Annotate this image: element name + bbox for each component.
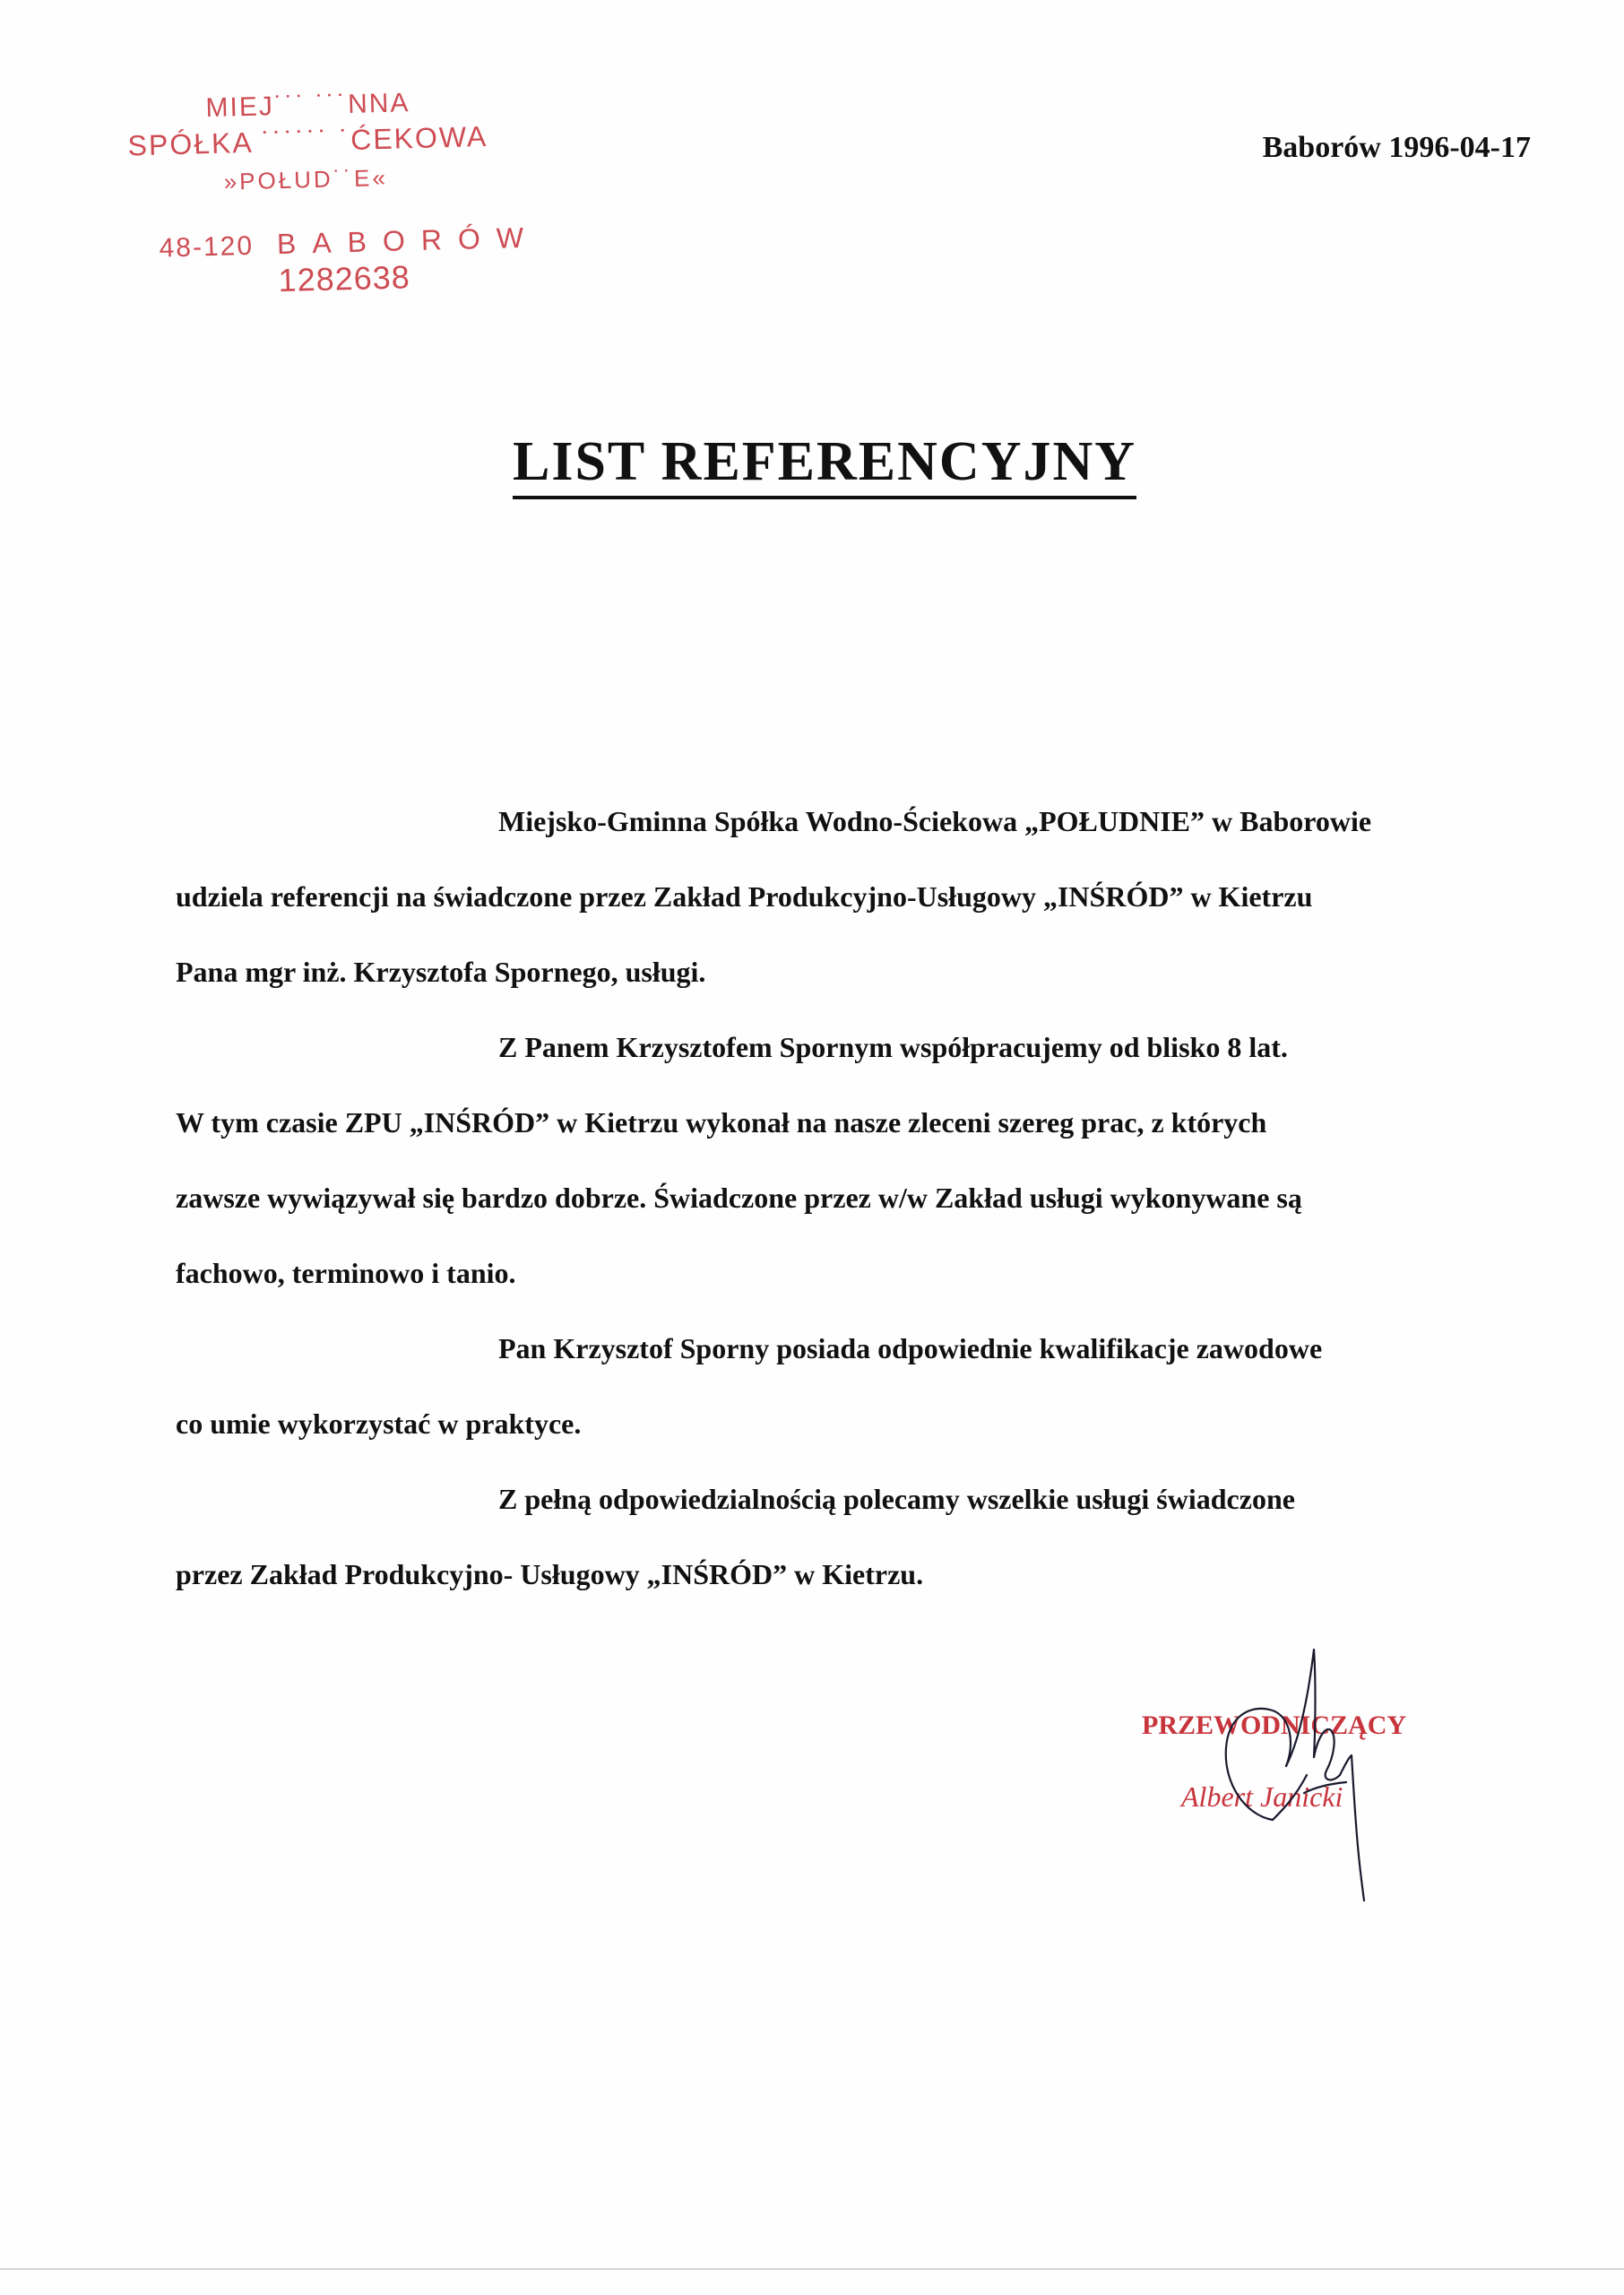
body-line: Z pełną odpowiedzialnością polecamy wszelkie usługi świadczone — [498, 1483, 1295, 1515]
body-line: udziela referencji na świadczone przez Zakład Produkcyjno-Usługowy „INŚRÓD” w Kietrzu — [176, 880, 1313, 913]
body-line: co umie wykorzystać w praktyce. — [176, 1407, 582, 1440]
body-line: zawsze wywiązywał się bardzo dobrze. Świadczone przez w/w Zakład usługi wykonywane są — [176, 1182, 1302, 1214]
document-title-text: LIST REFERENCYJNY — [513, 431, 1136, 499]
body-line: Z Panem Krzysztofem Spornym współpracujemy od blisko 8 lat. — [498, 1031, 1288, 1063]
body-line: fachowo, terminowo i tanio. — [176, 1257, 516, 1289]
signatory-name: Albert Janicki — [1181, 1780, 1343, 1813]
document-date: Baborów 1996-04-17 — [1262, 131, 1531, 164]
stamp-line-2: SPÓŁKA ˙˙˙˙˙˙ ˙ĆEKOWA — [127, 119, 488, 162]
stamp-city: BABORÓW — [276, 221, 540, 261]
body-line: W tym czasie ZPU „INŚRÓD” w Kietrzu wykonał na nasze zleceni szereg prac, z których — [176, 1106, 1267, 1139]
stamp-postcode: 48-120 — [159, 230, 255, 264]
body-line: Pana mgr inż. Krzysztofa Spornego, usługi. — [176, 956, 706, 988]
page-bottom-edge — [0, 2268, 1624, 2270]
stamp-line-3: »POŁUD˙˙E« — [223, 163, 389, 195]
handwritten-signature-icon — [1138, 1641, 1443, 1910]
signature-block — [1138, 1641, 1443, 1910]
stamp-line-4 — [159, 221, 540, 264]
stamp-line-1: MIEJ˙˙˙ ˙˙˙NNA — [205, 88, 410, 124]
signatory-role: PRZEWODNICZĄCY — [1142, 1710, 1407, 1740]
body-line: Pan Krzysztof Sporny posiada odpowiednie kwalifikacje zawodowe — [498, 1332, 1323, 1364]
document-title — [0, 430, 1624, 494]
body-line: Miejsko-Gminna Spółka Wodno-Ściekowa „POŁUDNIE” w Baborowie — [498, 805, 1372, 837]
company-stamp — [123, 76, 576, 303]
body-line: przez Zakład Produkcyjno- Usługowy „INŚRÓD” w Kietrzu. — [176, 1558, 924, 1590]
stamp-line-5: 1282638 — [278, 258, 411, 299]
